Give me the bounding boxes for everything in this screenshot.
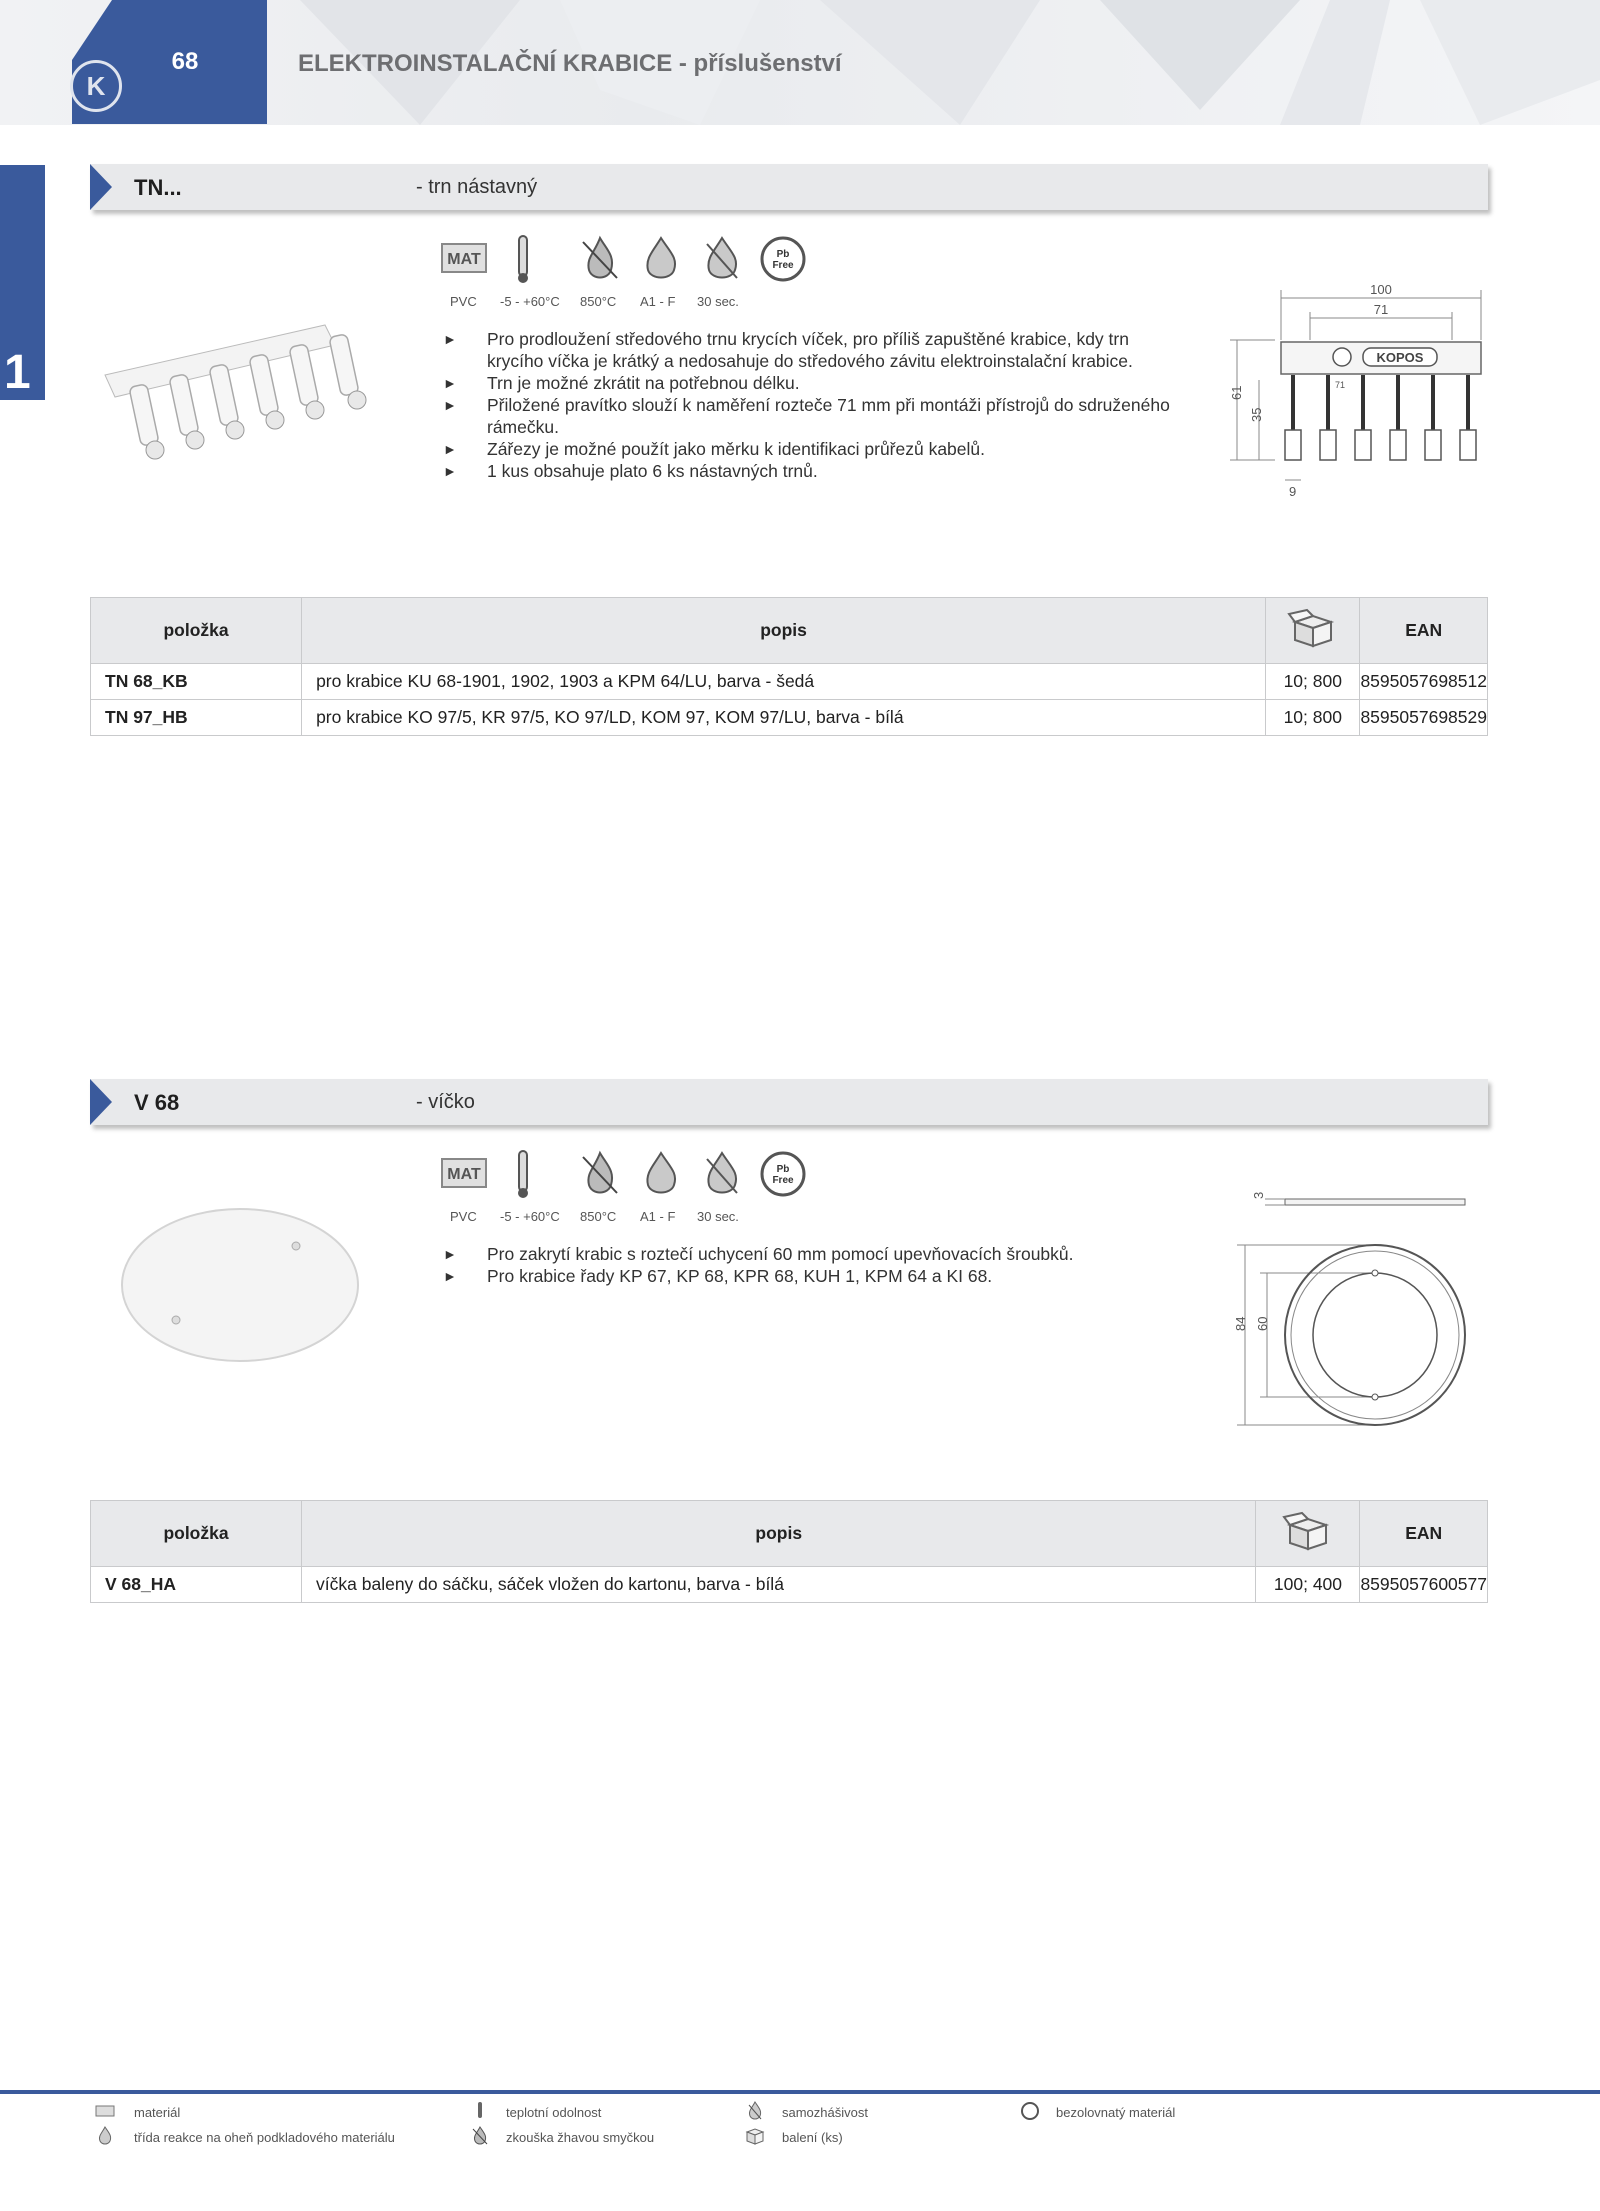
thermometer-icon (498, 234, 548, 284)
table-row (91, 1567, 1488, 1603)
section-code: TN... (134, 175, 182, 200)
svg-text:3: 3 (1251, 1191, 1266, 1199)
thermometer-icon (498, 1149, 548, 1199)
tn-technical-drawing (1215, 280, 1505, 500)
v68-product-table (90, 1500, 1488, 1603)
table-row (91, 700, 1488, 736)
svg-text:MAT: MAT (447, 251, 481, 268)
svg-text:71: 71 (1373, 302, 1389, 317)
page-header (0, 0, 1600, 125)
svg-text:Free: Free (772, 1175, 794, 1186)
section-code: V 68 (134, 1090, 180, 1115)
section-name: - trn nástavný (416, 176, 538, 198)
package-box-icon (1287, 608, 1339, 648)
item-package: 10; 800 (1266, 700, 1360, 736)
item-code: TN 97_HB (91, 700, 302, 736)
label-temperature: -5 - +60°C (500, 1209, 560, 1224)
section-header-v68 (90, 1079, 1488, 1125)
svg-text:71: 71 (1335, 380, 1346, 390)
material-icon (440, 234, 490, 284)
fire-reaction-icon (636, 234, 686, 284)
property-icons (440, 1149, 820, 1229)
list-item: ► 1 kus obsahuje plato 6 ks nástavných trnů. (443, 461, 818, 481)
item-ean: 8595057600577 (1360, 1567, 1488, 1603)
fire-reaction-legend-icon (95, 2126, 115, 2146)
thermometer-legend-icon (470, 2101, 490, 2121)
list-item: ► Přiložené pravítko slouží k naměření rozteče 71 mm při montáži přístrojů do sdruženého rámečku. (443, 395, 1170, 437)
table-row (91, 664, 1488, 700)
legend-self-extinguishing: samozhášivost (782, 2105, 868, 2120)
item-description: pro krabice KU 68-1901, 1902, 1903 a KPM 64/LU, barva - šedá (302, 664, 1266, 700)
tn-feature-list (443, 328, 1183, 482)
svg-text:Free: Free (772, 260, 794, 271)
v68-product-image (110, 1200, 370, 1370)
svg-text:MAT: MAT (447, 1166, 481, 1183)
legend-lead-free: bezolovnatý materiál (1056, 2105, 1176, 2120)
kopos-logo-icon (70, 60, 122, 112)
logo-letter: K (86, 70, 106, 101)
self-extinguishing-icon (697, 1149, 747, 1199)
section-name: - víčko (416, 1091, 475, 1113)
package-box-icon (1282, 1511, 1334, 1551)
self-extinguishing-legend-icon (745, 2101, 765, 2121)
col-header-description: popis (302, 1501, 1256, 1567)
col-header-package (1266, 598, 1360, 664)
list-item: ► Trn je možné zkrátit na potřebnou délku. (443, 373, 800, 393)
legend-package: balení (ks) (782, 2130, 843, 2145)
tn-product-table (90, 597, 1488, 736)
list-item: ► Pro zakrytí krabic s roztečí uchycení 60 mm pomocí upevňovacích šroubků. (443, 1244, 1074, 1264)
lead-free-icon (758, 234, 808, 284)
list-item: ► Zářezy je možné použít jako měrku k identifikaci průřezů kabelů. (443, 439, 986, 459)
svg-text:61: 61 (1229, 385, 1244, 400)
label-material: PVC (450, 1209, 477, 1224)
svg-text:84: 84 (1233, 1316, 1248, 1331)
col-header-item: položka (91, 598, 302, 664)
col-header-description: popis (302, 598, 1266, 664)
section-arrow-icon (90, 1079, 112, 1125)
fire-reaction-icon (636, 1149, 686, 1199)
item-description: pro krabice KO 97/5, KR 97/5, KO 97/LD, KOM 97, KOM 97/LU, barva - bílá (302, 700, 1266, 736)
item-code: V 68_HA (91, 1567, 302, 1603)
col-header-item: položka (91, 1501, 302, 1567)
label-fire-class: A1 - F (640, 294, 676, 309)
col-header-package (1256, 1501, 1360, 1567)
package-legend-icon (745, 2126, 765, 2146)
list-item: ► Pro krabice řady KP 67, KP 68, KPR 68, KUH 1, KPM 64 a KI 68. (443, 1266, 993, 1286)
svg-text:60: 60 (1255, 1316, 1270, 1331)
section-arrow-icon (90, 164, 112, 210)
chapter-number: 1 (4, 346, 31, 399)
svg-text:Pb: Pb (776, 249, 790, 260)
legend-material: materiál (134, 2105, 181, 2120)
svg-text:100: 100 (1370, 282, 1392, 297)
lead-free-legend-icon (1020, 2101, 1040, 2121)
item-package: 10; 800 (1266, 664, 1360, 700)
legend-fire-class: třída reakce na oheň podkladového materiálu (134, 2130, 395, 2145)
label-glow-wire: 850°C (580, 294, 617, 309)
label-material: PVC (450, 294, 477, 309)
label-extinguish: 30 sec. (697, 294, 739, 309)
item-ean: 8595057698529 (1360, 700, 1488, 736)
v68-technical-drawing (1215, 1185, 1495, 1435)
material-icon (440, 1149, 490, 1199)
item-package: 100; 400 (1256, 1567, 1360, 1603)
list-item: ► Pro prodloužení středového trnu krycích víček, pro příliš zapuštěné krabice, kdy trn krycího víčka je krátký a nedosahuje do středového závitu elektroinstalační krabice. (443, 329, 1133, 371)
item-ean: 8595057698512 (1360, 664, 1488, 700)
label-extinguish: 30 sec. (697, 1209, 739, 1224)
svg-text:9: 9 (1289, 484, 1297, 499)
label-glow-wire: 850°C (580, 1209, 617, 1224)
label-fire-class: A1 - F (640, 1209, 676, 1224)
col-header-ean: EAN (1360, 598, 1488, 664)
legend-glow-wire: zkouška žhavou smyčkou (506, 2130, 655, 2145)
footer-divider (0, 2090, 1600, 2094)
material-legend-icon (95, 2101, 115, 2121)
tn-product-image (95, 315, 425, 485)
glow-wire-icon (575, 234, 625, 284)
section-header-tn (90, 164, 1488, 210)
item-code: TN 68_KB (91, 664, 302, 700)
v68-feature-list (443, 1243, 1183, 1287)
glow-wire-legend-icon (470, 2126, 490, 2146)
legend-temperature: teplotní odolnost (506, 2105, 602, 2120)
label-temperature: -5 - +60°C (500, 294, 560, 309)
svg-text:35: 35 (1249, 407, 1264, 422)
page-number: 68 (171, 48, 199, 75)
svg-text:Pb: Pb (776, 1164, 790, 1175)
property-icons (440, 234, 820, 314)
self-extinguishing-icon (697, 234, 747, 284)
page-title: ELEKTROINSTALAČNÍ KRABICE - příslušenství (298, 50, 842, 77)
col-header-ean: EAN (1360, 1501, 1488, 1567)
lead-free-icon (758, 1149, 808, 1199)
item-description: víčka baleny do sáčku, sáček vložen do kartonu, barva - bílá (302, 1567, 1256, 1603)
svg-text:KOPOS: KOPOS (1376, 350, 1424, 365)
glow-wire-icon (575, 1149, 625, 1199)
